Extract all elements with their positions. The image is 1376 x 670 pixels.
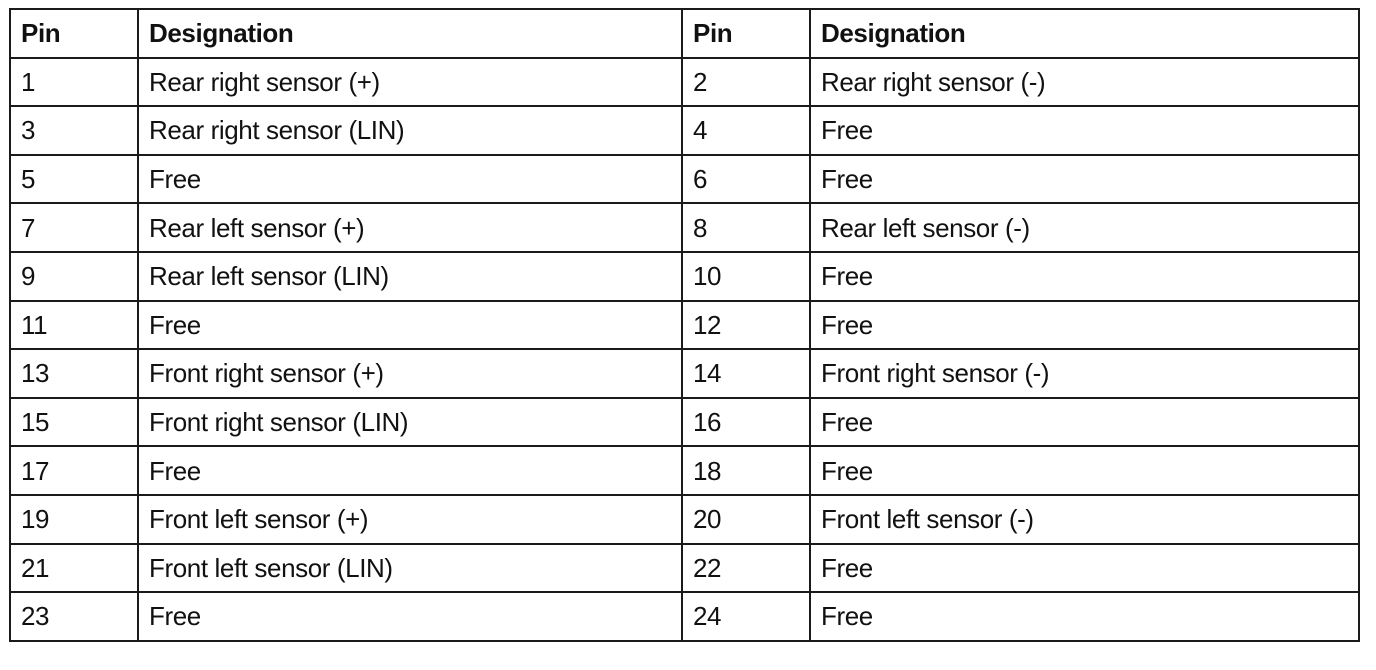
pin-cell: 2 [682,58,810,107]
table-row [10,349,1359,398]
pin-cell: 5 [10,155,138,204]
designation-cell: Free [810,544,1359,593]
header-pin: Pin [10,9,138,58]
designation-cell: Free [138,155,682,204]
table-row [10,446,1359,495]
designation-cell: Free [810,398,1359,447]
pin-cell: 22 [682,544,810,593]
pin-cell: 9 [10,252,138,301]
designation-cell: Free [810,252,1359,301]
designation-cell: Free [810,301,1359,350]
designation-cell: Rear right sensor (LIN) [138,106,682,155]
designation-cell: Rear left sensor (+) [138,203,682,252]
table-row [10,592,1359,641]
designation-cell: Free [810,592,1359,641]
pin-cell: 10 [682,252,810,301]
pin-cell: 6 [682,155,810,204]
designation-cell: Free [810,106,1359,155]
designation-cell: Rear left sensor (LIN) [138,252,682,301]
pin-cell: 19 [10,495,138,544]
pin-cell: 15 [10,398,138,447]
pin-cell: 16 [682,398,810,447]
pin-cell: 8 [682,203,810,252]
table-header-row [10,9,1359,58]
pin-cell: 12 [682,301,810,350]
designation-cell: Rear right sensor (+) [138,58,682,107]
pin-cell: 24 [682,592,810,641]
pin-cell: 1 [10,58,138,107]
pin-cell: 17 [10,446,138,495]
header-designation: Designation [810,9,1359,58]
designation-cell: Free [138,446,682,495]
designation-cell: Front left sensor (-) [810,495,1359,544]
designation-cell: Rear left sensor (-) [810,203,1359,252]
table-row [10,398,1359,447]
designation-cell: Front left sensor (LIN) [138,544,682,593]
designation-cell: Free [810,446,1359,495]
designation-cell: Front left sensor (+) [138,495,682,544]
pin-cell: 23 [10,592,138,641]
pin-cell: 18 [682,446,810,495]
header-pin: Pin [682,9,810,58]
table-row [10,203,1359,252]
table-row [10,58,1359,107]
designation-cell: Front right sensor (+) [138,349,682,398]
pin-cell: 11 [10,301,138,350]
table-row [10,252,1359,301]
designation-cell: Front right sensor (-) [810,349,1359,398]
designation-cell: Free [138,592,682,641]
pin-cell: 3 [10,106,138,155]
designation-cell: Free [138,301,682,350]
pin-assignment-table [9,8,1360,642]
table-row [10,155,1359,204]
designation-cell: Free [810,155,1359,204]
pin-cell: 13 [10,349,138,398]
pin-cell: 21 [10,544,138,593]
pin-cell: 4 [682,106,810,155]
designation-cell: Rear right sensor (-) [810,58,1359,107]
table-row [10,544,1359,593]
pin-cell: 14 [682,349,810,398]
table-row [10,106,1359,155]
table-row [10,301,1359,350]
table-row [10,495,1359,544]
pin-cell: 7 [10,203,138,252]
pin-cell: 20 [682,495,810,544]
header-designation: Designation [138,9,682,58]
designation-cell: Front right sensor (LIN) [138,398,682,447]
